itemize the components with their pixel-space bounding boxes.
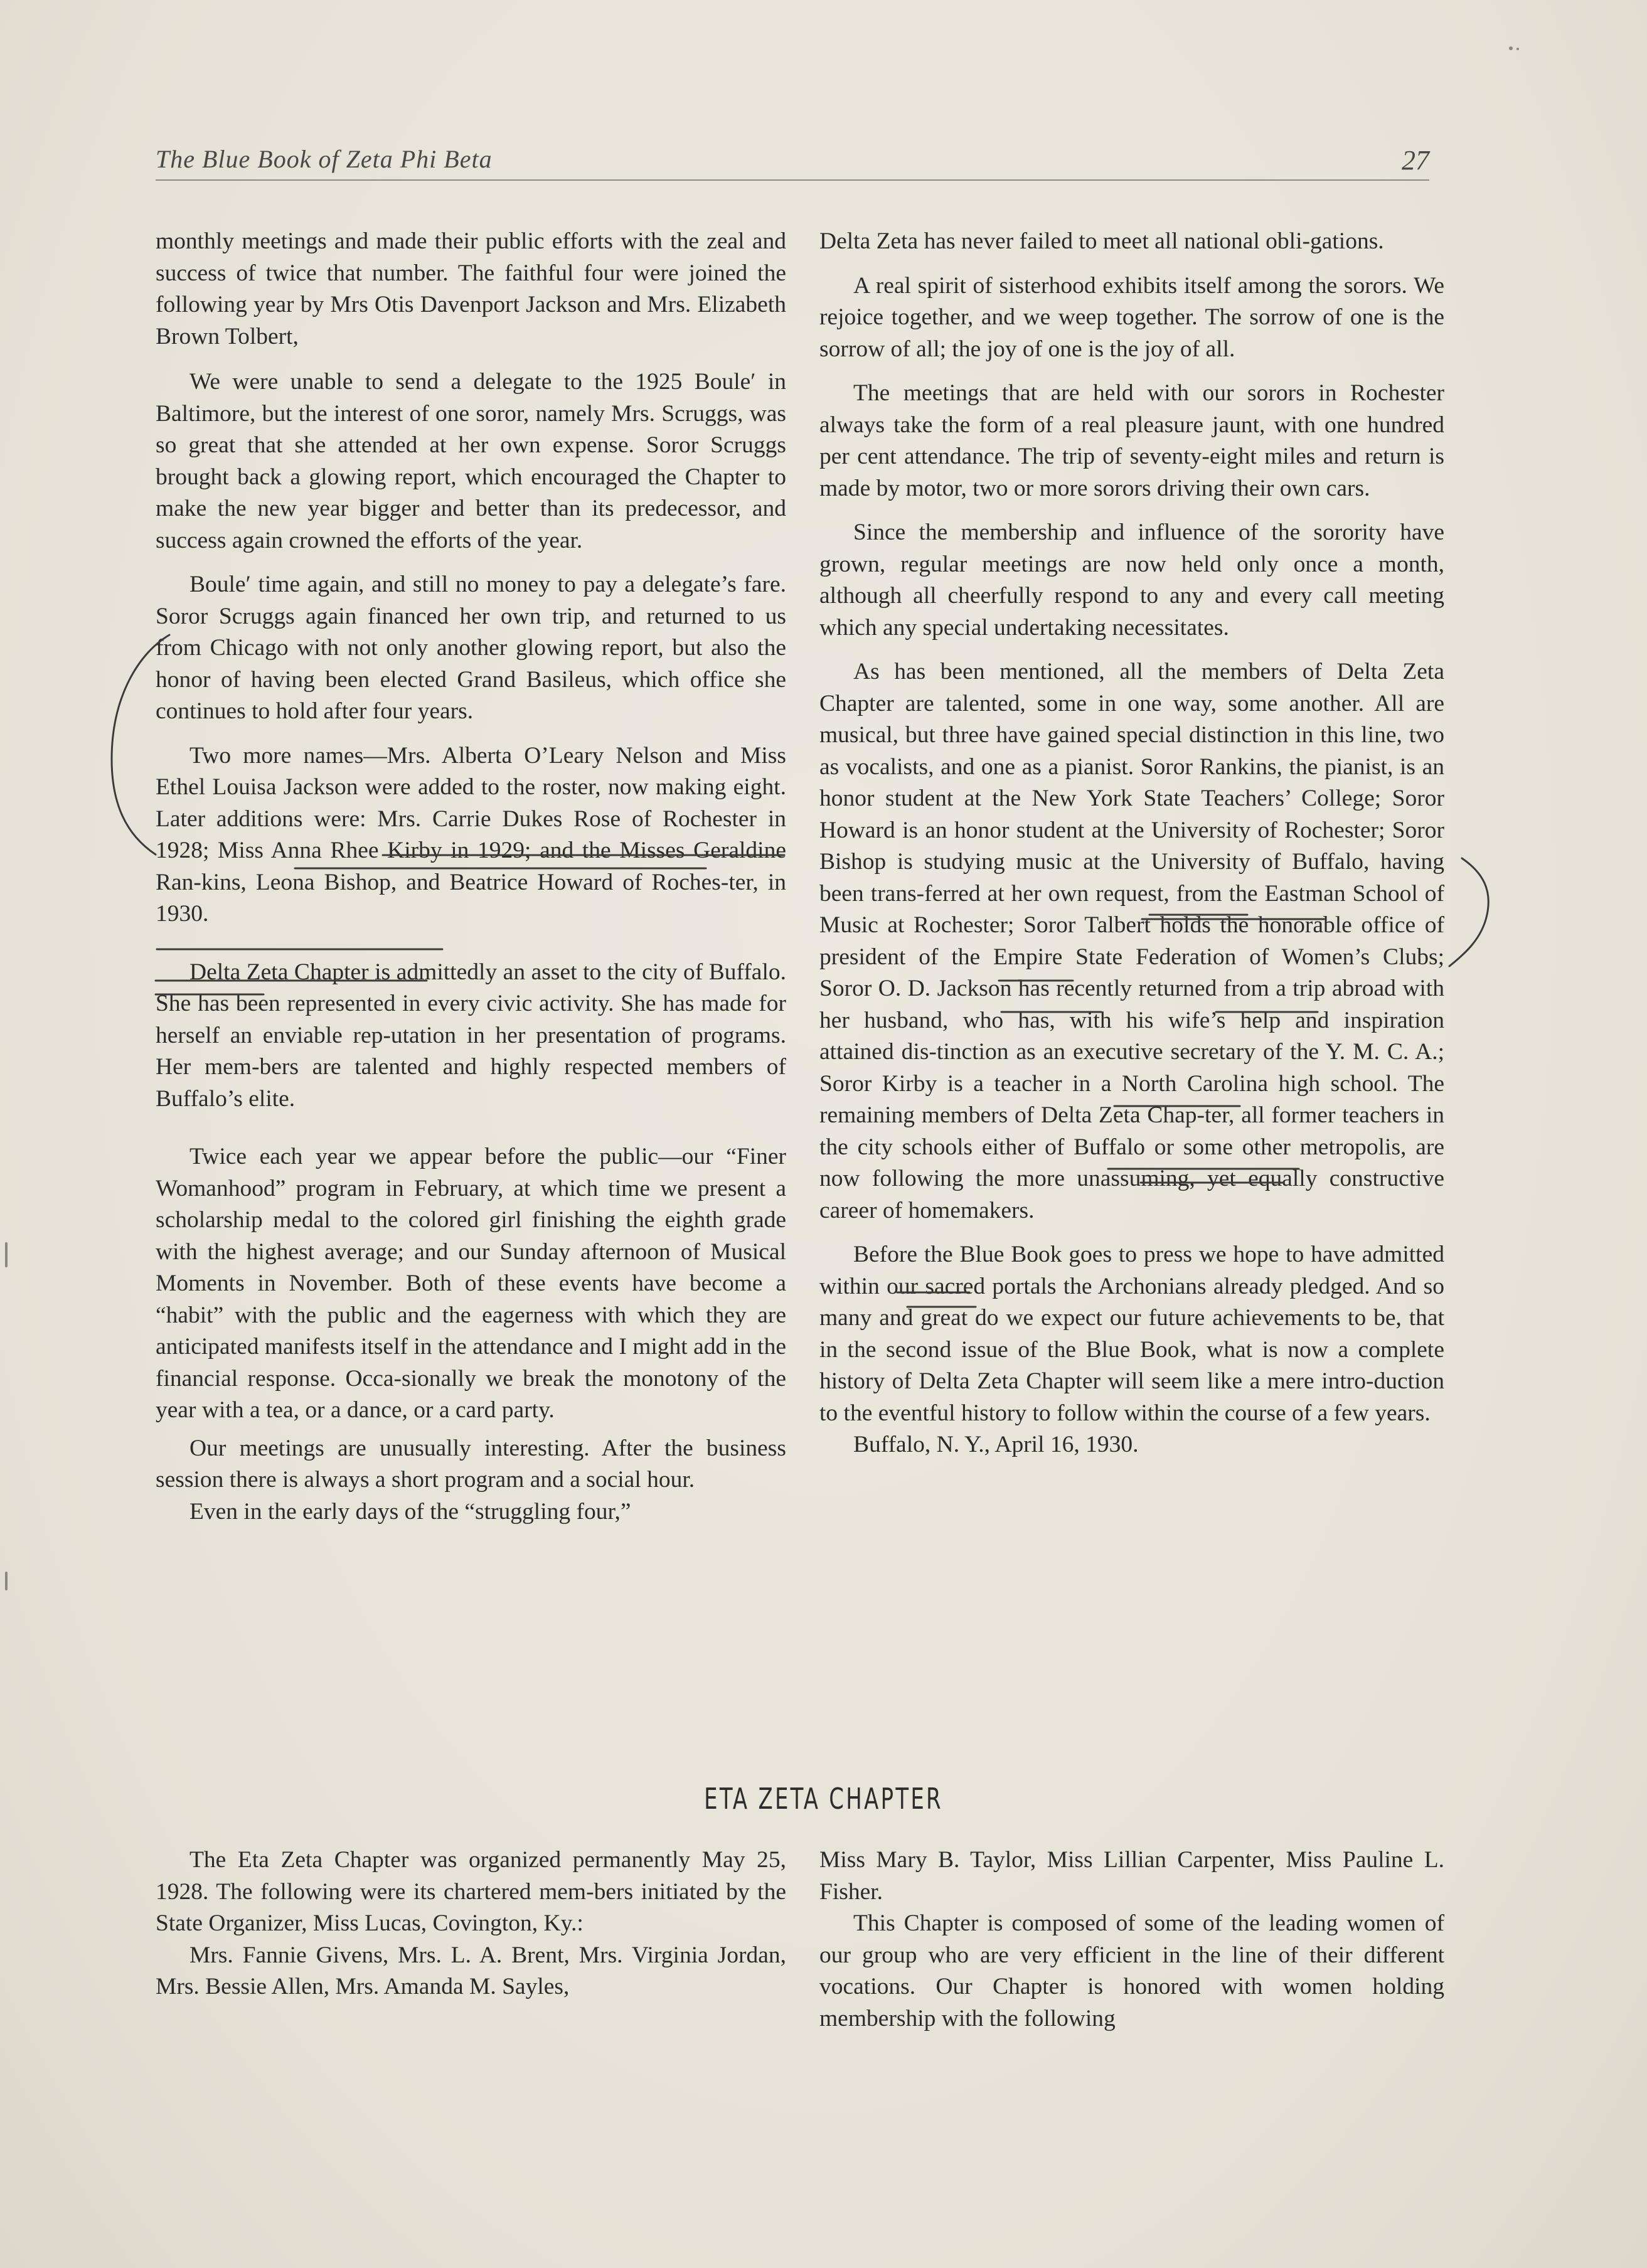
right-column bbox=[819, 226, 1444, 1461]
paper-speck bbox=[1509, 46, 1513, 50]
paragraph: Mrs. Fannie Givens, Mrs. L. A. Brent, Mrs. Virginia Jordan, Mrs. Bessie Allen, Mrs. Amanda M. Sayles, bbox=[156, 1942, 786, 1999]
paragraph: This Chapter is composed of some of the leading women of our group who are very efficient in the line of their different vocations. Our Chapter is honored with women holding membership with the following bbox=[819, 1910, 1444, 2031]
section-left-column bbox=[156, 1845, 786, 2003]
paragraph: Twice each year we appear before the public—our “Finer Womanhood” program in February, at which time we present a scholarship medal to the colored girl finishing the eighth grade with the highest average; and our Sunday afternoon of Musical Moments in November. Both of these events have become a “habit” with the public and the eagerness with which they are anticipated manifests itself in the attendance and I might add in the financial response. Occa-sionally we break the monotony of the year with a tea, or a dance, or a card party. bbox=[156, 1144, 786, 1423]
paper-speck bbox=[5, 1572, 8, 1590]
paragraph: Before the Blue Book goes to press we hope to have admitted within our sacred portals the Archonians already pledged. And so many and great do we expect our future achievements to be, that in the second issue of the Blue Book, what is now a complete history of Delta Zeta Chapter will seem like a mere intro-duction to the eventful history to follow within the course of a few years. bbox=[819, 1242, 1444, 1426]
paragraph: The Eta Zeta Chapter was organized permanently May 25, 1928. The following were its chartered mem-bers initiated by the State Organizer, Miss Lucas, Covington, Ky.: bbox=[156, 1847, 786, 1936]
paragraph: monthly meetings and made their public efforts with the zeal and success of twice that number. The faithful four were joined the following year by Mrs Otis Davenport Jackson and Mrs. Elizabeth Brown Tolbert, bbox=[156, 228, 786, 349]
paragraph: Since the membership and influence of the sorority have grown, regular meetings are now held only once a month, although all cheerfully respond to any and every call meeting which any special undertaking necessitates. bbox=[819, 519, 1444, 641]
page-number: 27 bbox=[1402, 145, 1429, 176]
paragraph: Boule′ time again, and still no money to pay a delegate’s fare. Soror Scruggs again financed her own trip, and returned to us from Chicago with not only another glowing report, but also the honor of having been elected Grand Basileus, which office she continues to hold after four years. bbox=[156, 572, 786, 724]
paragraph: Even in the early days of the “struggling four,” bbox=[189, 1498, 631, 1525]
paragraph: The meetings that are held with our sorors in Rochester always take the form of a real pleasure jaunt, with one hundred per cent attendance. The trip of seventy-eight miles and return is made by motor, two or more sorors driving their own cars. bbox=[819, 380, 1444, 501]
section-heading: ETA ZETA CHAPTER bbox=[704, 1782, 943, 1816]
paragraph: A real spirit of sisterhood exhibits itself among the sorors. We rejoice together, and we weep together. The sorrow of one is the sorrow of all; the joy of one is the joy of all. bbox=[819, 272, 1444, 362]
running-title: The Blue Book of Zeta Phi Beta bbox=[156, 145, 493, 173]
bracket-mark-right bbox=[1449, 858, 1488, 966]
paper-speck bbox=[5, 1242, 8, 1267]
paragraph: Two more names—Mrs. Alberta O’Leary Nelson and Miss Ethel Louisa Jackson were added to the roster, now making eight. Later additions were: Mrs. Carrie Dukes Rose of Rochester in 1928; Miss Anna Rhee Kirby in 1929; and the Misses Geraldine Ran-kins, Leona Bishop, and Beatrice Howard of Roches-ter, in 1930. bbox=[156, 742, 786, 927]
left-column bbox=[156, 226, 786, 1528]
running-head bbox=[156, 142, 1429, 181]
paragraph: Our meetings are unusually interesting. After the business session there is always a short program and a social hour. bbox=[156, 1435, 786, 1493]
paragraph: Delta Zeta has never failed to meet all national obli-gations. bbox=[819, 228, 1384, 254]
paragraph: We were unable to send a delegate to the 1925 Boule′ in Baltimore, but the interest of one soror, namely Mrs. Scruggs, was so great that she attended at her own expense. Soror Scruggs brought back a glowing report, which encouraged the Chapter to make the new year bigger and better than its predecessor, and success again crowned the efforts of the year. bbox=[156, 369, 786, 553]
paragraph: Delta Zeta Chapter is admittedly an asset to the city of Buffalo. She has been represented in every civic activity. She has made for herself an enviable rep-utation in her presentation of programs. Her mem-bers are talented and highly respected members of Buffalo’s elite. bbox=[156, 959, 786, 1112]
section-right-column bbox=[819, 1845, 1444, 2035]
paragraph: As has been mentioned, all the members of Delta Zeta Chapter are talented, some in one way, some another. All are musical, but three have gained special distinction in this line, two as vocalists, and one as a pianist. Soror Rankins, the pianist, is an honor student at the New York State Teachers’ College; Soror Howard is an honor student at the University of Rochester; Soror Bishop is studying music at the University of Buffalo, having been trans-ferred at her own request, from the Eastman School of Music at Rochester; Soror Talbert holds the honorable office of president of the Empire State Federation of Women’s Clubs; Soror O. D. Jackson has recently returned from a trip abroad with her husband, who has, with his wife’s help and inspiration attained dis-tinction as an executive secretary of the Y. M. C. A.; Soror Kirby is a teacher in a North Carolina high school. The remaining members of Delta Zeta Chap-ter, all former teachers in the city schools either of Buffalo or some other metropolis, are now following the more unassuming, yet equally constructive career of homemakers. bbox=[819, 659, 1444, 1223]
dateline: Buffalo, N. Y., April 16, 1930. bbox=[853, 1432, 1139, 1457]
paper-speck bbox=[1516, 48, 1519, 50]
paragraph: Miss Mary B. Taylor, Miss Lillian Carpenter, Miss Pauline L. Fisher. bbox=[819, 1847, 1444, 1905]
